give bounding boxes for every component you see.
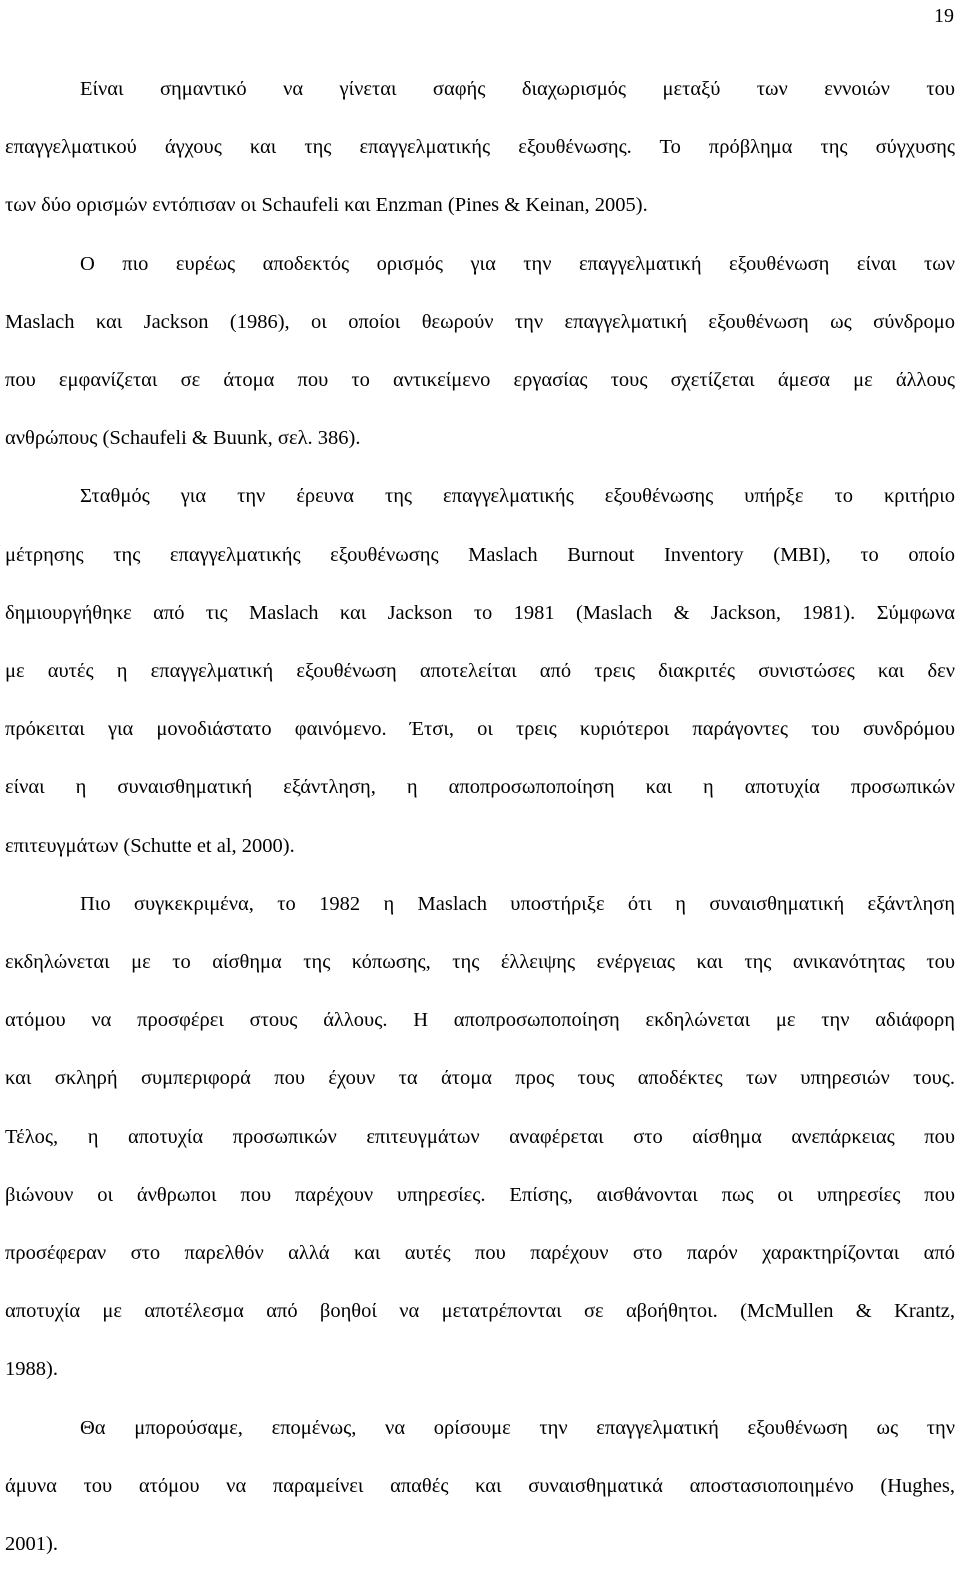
text-line: και σκληρή συμπεριφορά που έχουν τα άτομα προς τους αποδέκτες των υπηρεσιών τους. [5, 1067, 955, 1090]
text-line: ανθρώπους (Schaufeli & Buunk, σελ. 386). [5, 427, 361, 450]
text-line: βιώνουν οι άνθρωποι που παρέχουν υπηρεσίες. Επίσης, αισθάνονται πως οι υπηρεσίες που [5, 1183, 955, 1206]
text-line: είναι η συναισθηματική εξάντληση, η αποπροσωποποίηση και η αποτυχία προσωπικών [5, 776, 955, 799]
paragraph-1 [5, 60, 955, 235]
text-line: ατόμου να προσφέρει στους άλλους. Η αποπροσωποποίηση εκδηλώνεται με την αδιάφορη [5, 1009, 955, 1032]
page-number: 19 [934, 5, 954, 27]
text-line: Πιο συγκεκριμένα, το 1982 η Maslach υποστήριξε ότι η συναισθηματική εξάντληση [80, 892, 955, 915]
text-line: Σταθμός για την έρευνα της επαγγελματικής εξουθένωσης υπήρξε το κριτήριο [80, 485, 955, 508]
text-line: μέτρησης της επαγγελματικής εξουθένωσης Maslach Burnout Inventory (MBI), το οποίο [5, 543, 955, 566]
document-body [5, 60, 955, 1573]
text-line: με αυτές η επαγγελματική εξουθένωση αποτελείται από τρεις διακριτές συνιστώσες και δεν [5, 660, 955, 683]
text-line: 2001). [5, 1533, 58, 1556]
text-line: εκδηλώνεται με το αίσθημα της κόπωσης, της έλλειψης ενέργειας και της ανικανότητας του [5, 951, 955, 974]
text-line: Ο πιο ευρέως αποδεκτός ορισμός για την επαγγελματική εξουθένωση είναι των [80, 252, 955, 275]
text-line: επαγγελματικού άγχους και της επαγγελματικής εξουθένωσης. Το πρόβλημα της σύγχυσης [5, 136, 955, 159]
text-line: προσέφεραν στο παρελθόν αλλά και αυτές που παρέχουν στο παρόν χαρακτηρίζονται από [5, 1242, 955, 1265]
text-line: των δύο ορισμών εντόπισαν οι Schaufeli και Enzman (Pines & Keinan, 2005). [5, 194, 648, 217]
paragraph-4 [5, 875, 955, 1399]
text-line: Είναι σημαντικό να γίνεται σαφής διαχωρισμός μεταξύ των εννοιών του [80, 78, 955, 100]
paragraph-3 [5, 467, 955, 874]
text-line: άμυνα του ατόμου να παραμείνει απαθές και συναισθηματικά αποστασιοποιημένο (Hughes, [5, 1474, 955, 1497]
text-line: επιτευγμάτων (Schutte et al, 2000). [5, 834, 295, 857]
paragraph-2 [5, 235, 955, 468]
text-line: πρόκειται για μονοδιάστατο φαινόμενο. Έτσι, οι τρεις κυριότεροι παράγοντες του συνδρόμου [5, 718, 955, 741]
text-line: δημιουργήθηκε από τις Maslach και Jackson το 1981 (Maslach & Jackson, 1981). Σύμφωνα [5, 601, 955, 624]
text-line: Τέλος, η αποτυχία προσωπικών επιτευγμάτων αναφέρεται στο αίσθημα ανεπάρκειας που [5, 1125, 955, 1148]
text-line: 1988). [5, 1358, 58, 1381]
paragraph-5 [5, 1399, 955, 1573]
text-line: αποτυχία με αποτέλεσμα από βοηθοί να μετατρέπονται σε αβοήθητοι. (McMullen & Krantz, [5, 1300, 955, 1323]
text-line: που εμφανίζεται σε άτομα που το αντικείμενο εργασίας τους σχετίζεται άμεσα με άλλους [5, 369, 955, 392]
text-line: Maslach και Jackson (1986), οι οποίοι θεωρούν την επαγγελματική εξουθένωση ως σύνδρομο [5, 310, 955, 333]
text-line: Θα μπορούσαμε, επομένως, να ορίσουμε την επαγγελματική εξουθένωση ως την [80, 1416, 955, 1439]
